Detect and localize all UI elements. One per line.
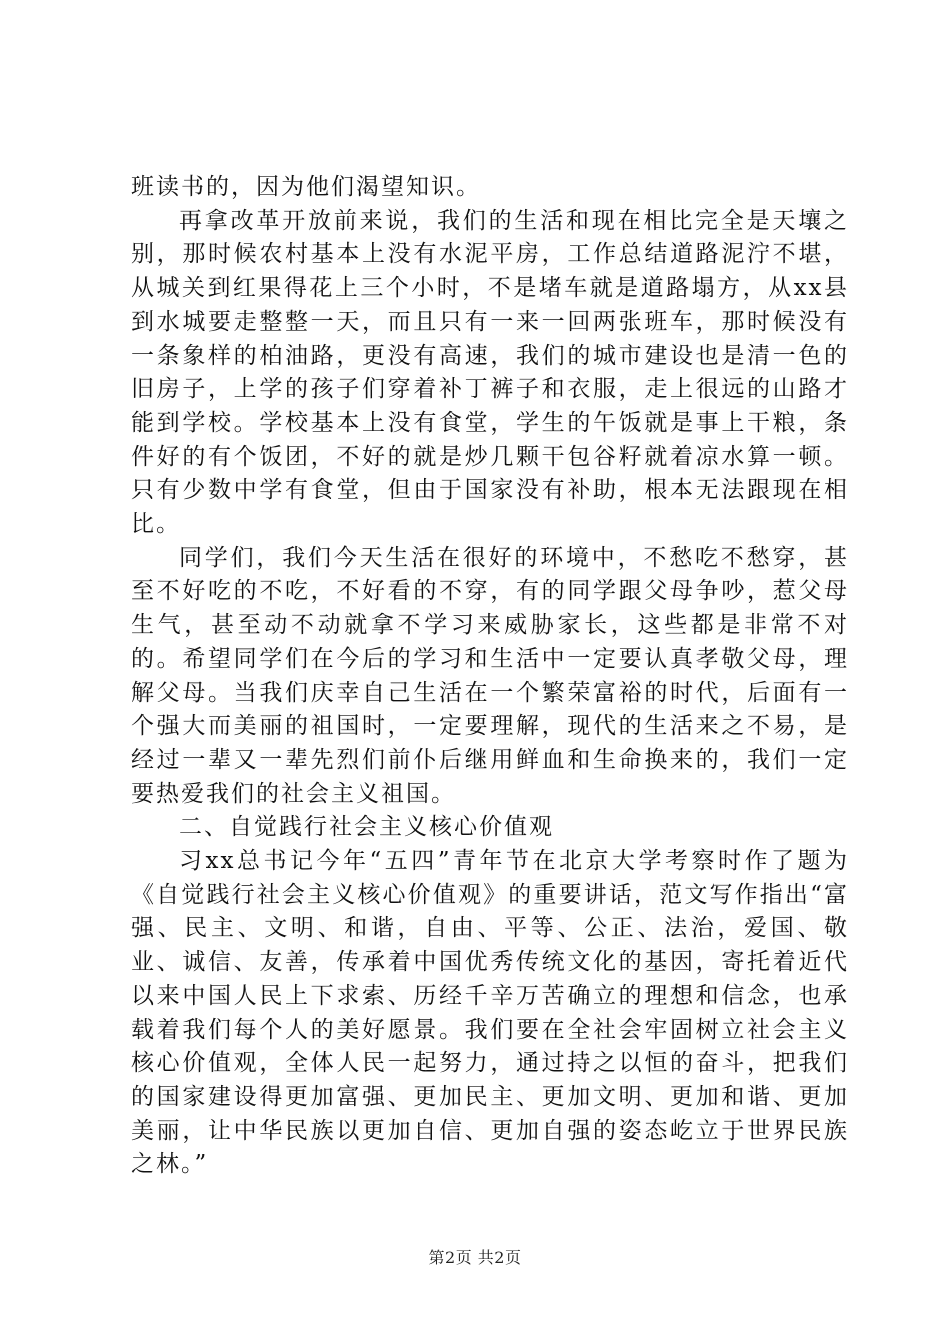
paragraph-continuation: 班读书的，因为他们渴望知识。 xyxy=(131,174,481,200)
section-heading: 二、自觉践行社会主义核心价值观 xyxy=(179,814,554,841)
document-body xyxy=(131,171,849,1182)
paragraph-students: 同学们，我们今天生活在很好的环境中，不愁吃不愁穿，甚至不好吃的不吃，不好看的不穿，有的同学跟父母争吵，惹父母生气，甚至动不动就拿不学习来威胁家长，这些都是非常不对的。希望同学们在今后的学习和生活中一定要认真孝敬父母，理解父母。当我们庆幸自己生活在一个繁荣富裕的时代，后面有一个强大而美丽的祖国时，一定要理解，现代的生活来之不易，是经过一辈又一辈先烈们前仆后继用鲜血和生命换来的，我们一定要热爱我们的社会主义祖国。 xyxy=(131,544,849,807)
page-footer: 第2页 共2页 xyxy=(428,1248,522,1267)
paragraph-core-values: 习xx总书记今年“五四”青年节在北京大学考察时作了题为《自觉践行社会主义核心价值观》的重要讲话，范文写作指出“富强、民主、文明、和谐，自由、平等、公正、法治，爱国、敬业、诚信、友善，传承着中国优秀传统文化的基因，寄托着近代以来中国人民上下求索、历经千辛万苦确立的理想和信念，也承载着我们每个人的美好愿景。我们要在全社会牢固树立社会主义核心价值观，全体人民一起努力，通过持之以恒的奋斗，把我们的国家建设得更加富强、更加民主、更加文明、更加和谐、更加美丽，让中华民族以更加自信、更加自强的姿态屹立于世界民族之林。” xyxy=(131,848,849,1178)
paragraph-reform-era: 再拿改革开放前来说，我们的生活和现在相比完全是天壤之别，那时候农村基本上没有水泥平房，工作总结道路泥泞不堪，从城关到红果得花上三个小时，不是堵车就是道路塌方，从xx县到水城要走整整一天，而且只有一来一回两张班车，那时候没有一条象样的柏油路，更没有高速，我们的城市建设也是清一色的旧房子，上学的孩子们穿着补丁裤子和衣服，走上很远的山路才能到学校。学校基本上没有食堂，学生的午饭就是事上干粮，条件好的有个饭团，不好的就是炒几颗干包谷籽就着凉水算一顿。只有少数中学有食堂，但由于国家没有补助，根本无法跟现在相比。 xyxy=(131,207,849,538)
